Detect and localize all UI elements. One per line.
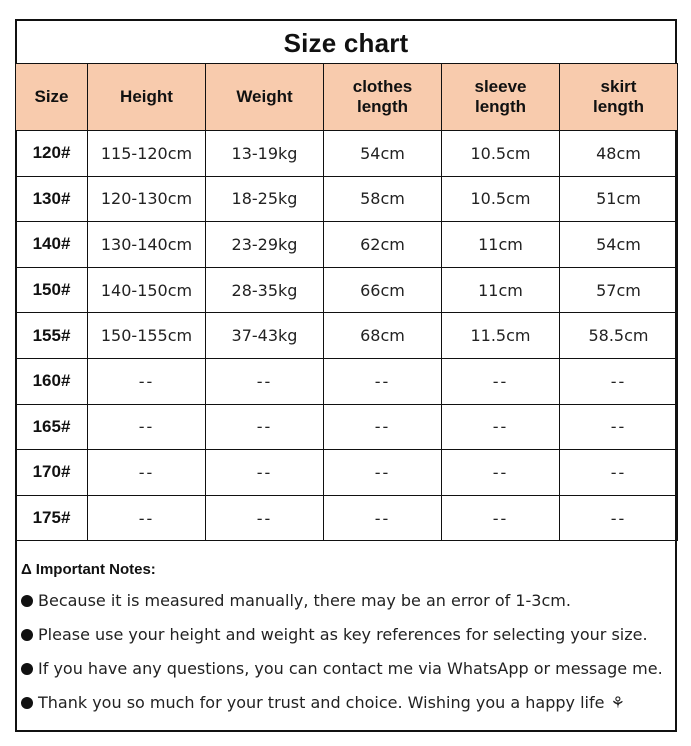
cell-clothes: --	[324, 404, 442, 450]
cell-sleeve: --	[442, 495, 560, 541]
table-row	[16, 131, 678, 177]
cell-weight: 37-43kg	[206, 313, 324, 359]
flower-icon: ⚘	[610, 693, 625, 712]
header-clothes-length-line2: length	[357, 97, 408, 116]
cell-weight: --	[206, 404, 324, 450]
note-item	[21, 686, 671, 720]
header-sleeve-length	[442, 64, 560, 131]
cell-weight: 18-25kg	[206, 176, 324, 222]
header-skirt-length-line1: skirt	[600, 77, 637, 96]
header-skirt-length	[560, 64, 678, 131]
cell-weight: 23-29kg	[206, 222, 324, 268]
cell-size: 130#	[16, 176, 88, 222]
cell-height: --	[88, 495, 206, 541]
cell-sleeve: 11.5cm	[442, 313, 560, 359]
cell-weight: --	[206, 358, 324, 404]
cell-height: 115-120cm	[88, 131, 206, 177]
cell-sleeve: 11cm	[442, 267, 560, 313]
cell-clothes: 66cm	[324, 267, 442, 313]
cell-sleeve: 10.5cm	[442, 131, 560, 177]
cell-height: --	[88, 404, 206, 450]
cell-clothes: 58cm	[324, 176, 442, 222]
cell-sleeve: --	[442, 404, 560, 450]
note-text: If you have any questions, you can contact me via WhatsApp or message me.	[38, 659, 663, 678]
cell-height: 140-150cm	[88, 267, 206, 313]
cell-weight: 13-19kg	[206, 131, 324, 177]
cell-skirt: --	[560, 450, 678, 496]
table-row	[16, 358, 678, 404]
cell-clothes: --	[324, 450, 442, 496]
cell-size: 160#	[16, 358, 88, 404]
cell-skirt: 51cm	[560, 176, 678, 222]
bullet-icon	[21, 629, 33, 641]
table-row	[16, 176, 678, 222]
cell-clothes: 68cm	[324, 313, 442, 359]
cell-size: 120#	[16, 131, 88, 177]
important-notes	[21, 556, 671, 720]
size-table	[15, 63, 678, 541]
cell-clothes: --	[324, 358, 442, 404]
header-clothes-length-line1: clothes	[352, 77, 413, 96]
table-row	[16, 450, 678, 496]
cell-sleeve: 10.5cm	[442, 176, 560, 222]
cell-size: 155#	[16, 313, 88, 359]
bullet-icon	[21, 595, 33, 607]
cell-weight: --	[206, 450, 324, 496]
cell-size: 140#	[16, 222, 88, 268]
cell-height: 120-130cm	[88, 176, 206, 222]
cell-weight: 28-35kg	[206, 267, 324, 313]
cell-size: 150#	[16, 267, 88, 313]
note-item	[21, 584, 671, 618]
cell-sleeve: 11cm	[442, 222, 560, 268]
table-row	[16, 222, 678, 268]
cell-size: 170#	[16, 450, 88, 496]
cell-clothes: --	[324, 495, 442, 541]
cell-skirt: --	[560, 495, 678, 541]
size-chart-frame	[15, 19, 677, 732]
cell-weight: --	[206, 495, 324, 541]
note-text: Thank you so much for your trust and choice. Wishing you a happy life	[38, 693, 605, 712]
cell-skirt: 57cm	[560, 267, 678, 313]
cell-skirt: 48cm	[560, 131, 678, 177]
cell-size: 165#	[16, 404, 88, 450]
notes-heading-text: Important Notes:	[35, 561, 156, 578]
table-row	[16, 404, 678, 450]
note-text: Please use your height and weight as key references for selecting your size.	[38, 625, 648, 644]
note-text: Because it is measured manually, there may be an error of 1-3cm.	[38, 591, 571, 610]
cell-clothes: 62cm	[324, 222, 442, 268]
cell-height: --	[88, 358, 206, 404]
table-header-row	[16, 64, 678, 131]
cell-clothes: 54cm	[324, 131, 442, 177]
cell-skirt: 54cm	[560, 222, 678, 268]
header-sleeve-length-line2: length	[475, 97, 526, 116]
table-row	[16, 267, 678, 313]
cell-sleeve: --	[442, 450, 560, 496]
header-size: Size	[16, 64, 88, 131]
header-skirt-length-line2: length	[593, 97, 644, 116]
page-title: Size chart	[283, 28, 409, 58]
cell-skirt: --	[560, 404, 678, 450]
bullet-icon	[21, 697, 33, 709]
note-item	[21, 618, 671, 652]
table-row	[16, 495, 678, 541]
note-item	[21, 652, 671, 686]
header-sleeve-length-line1: sleeve	[474, 77, 527, 96]
bullet-icon	[21, 663, 33, 675]
cell-skirt: 58.5cm	[560, 313, 678, 359]
cell-height: 150-155cm	[88, 313, 206, 359]
cell-height: 130-140cm	[88, 222, 206, 268]
table-row	[16, 313, 678, 359]
cell-height: --	[88, 450, 206, 496]
table-body	[16, 131, 678, 541]
cell-sleeve: --	[442, 358, 560, 404]
delta-icon: Δ	[21, 561, 32, 578]
header-weight: Weight	[206, 64, 324, 131]
header-clothes-length	[324, 64, 442, 131]
cell-size: 175#	[16, 495, 88, 541]
cell-skirt: --	[560, 358, 678, 404]
notes-heading	[21, 556, 671, 584]
header-height: Height	[88, 64, 206, 131]
